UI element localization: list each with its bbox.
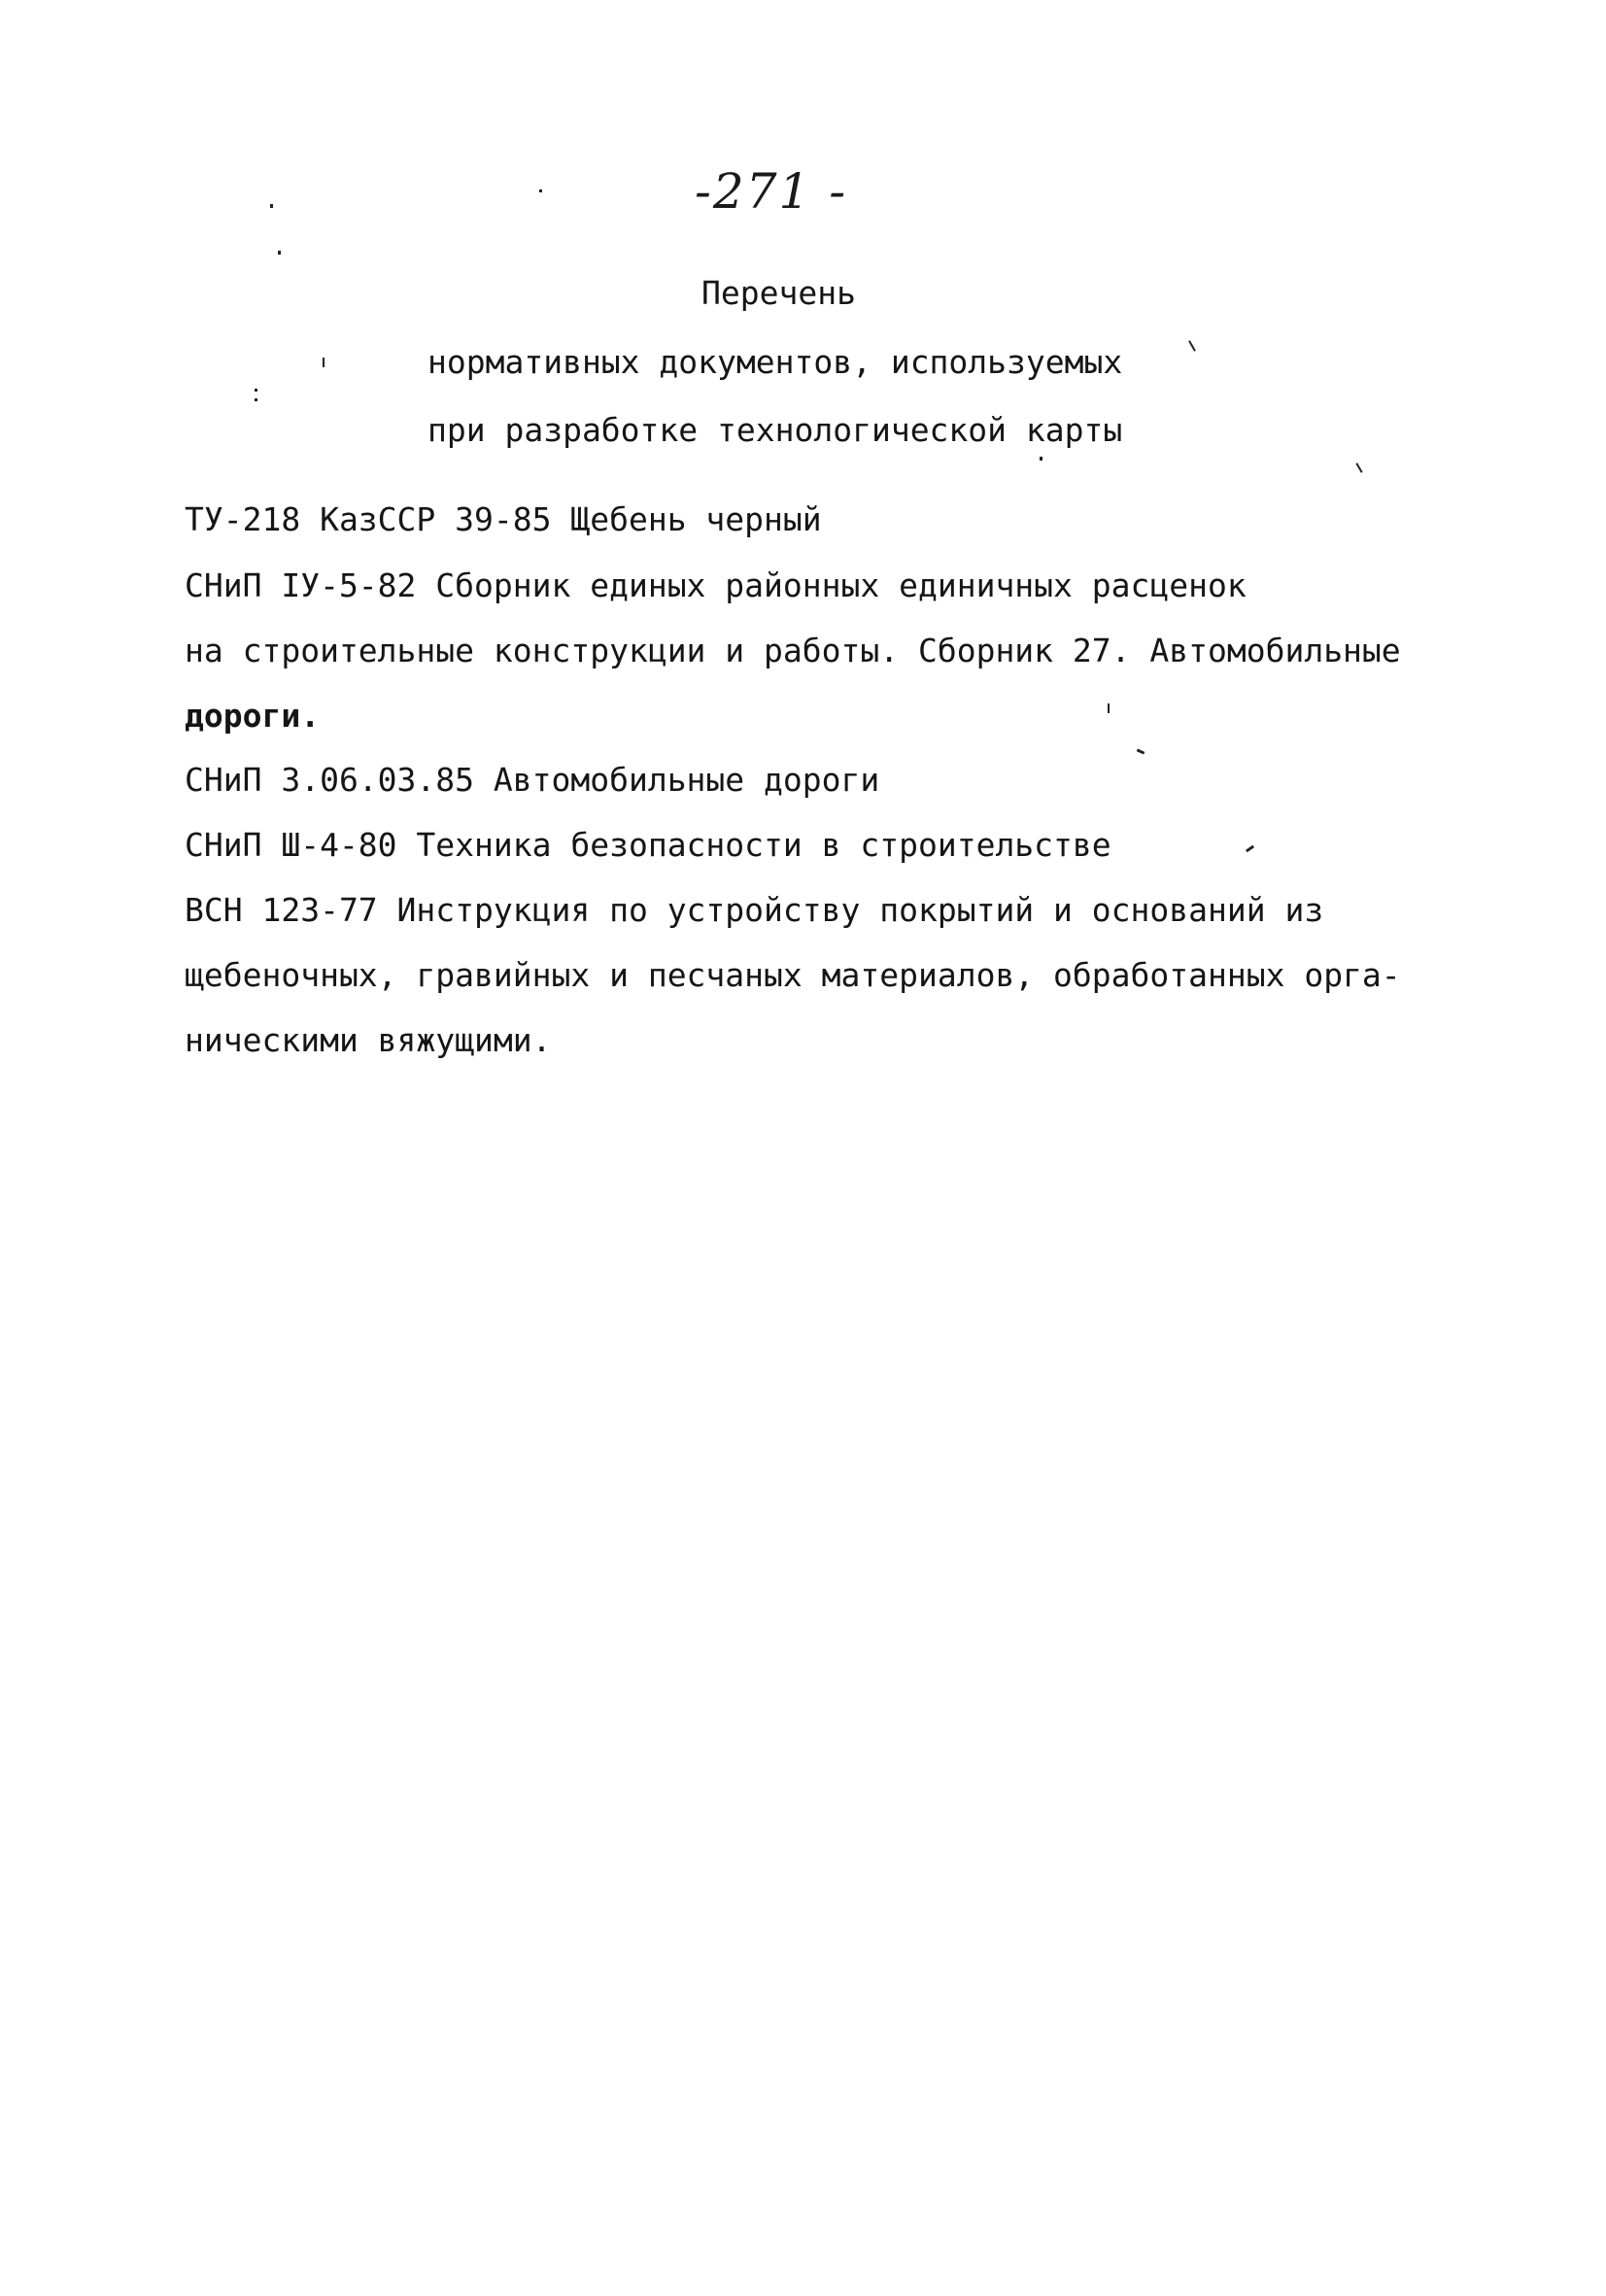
scan-speck xyxy=(1246,845,1254,853)
scan-speck xyxy=(278,251,281,255)
list-subtitle-line-2: при разработке технологической карты xyxy=(427,411,1123,449)
document-entry-line: ТУ-218 КазССР 39-85 Щебень черный xyxy=(185,500,822,538)
document-entry-line: на строительные конструкции и работы. Сборник 27. Автомобильные xyxy=(185,632,1401,669)
scan-speck xyxy=(323,358,325,367)
scan-speck xyxy=(255,398,257,401)
scan-speck xyxy=(270,204,273,208)
list-title: Перечень xyxy=(701,274,856,312)
document-entry-line: ВСН 123-77 Инструкция по устройству покрытий и оснований из xyxy=(185,891,1324,929)
scan-speck xyxy=(1040,457,1042,461)
document-entry-line: СНиП Ш-4-80 Техника безопасности в строительстве xyxy=(185,826,1111,864)
list-subtitle-line-1: нормативных документов, используемых xyxy=(427,343,1123,381)
page-number: -271 - xyxy=(695,163,848,220)
document-entry-line: ническими вяжущими. xyxy=(185,1021,552,1059)
scan-speck xyxy=(1188,340,1196,351)
scan-speck xyxy=(255,389,257,392)
document-entry-line: СНиП IУ-5-82 Сборник единых районных единичных расценок xyxy=(185,566,1247,604)
document-entry-line: щебеночных, гравийных и песчаных материалов, обработанных орга- xyxy=(185,956,1401,994)
scan-speck xyxy=(1108,703,1110,713)
document-entry-line: дороги. xyxy=(185,697,321,735)
scan-speck xyxy=(539,189,542,192)
scan-speck xyxy=(1355,463,1362,473)
scan-speck xyxy=(1137,748,1145,754)
document-entry-line: СНиП 3.06.03.85 Автомобильные дороги xyxy=(185,761,880,799)
